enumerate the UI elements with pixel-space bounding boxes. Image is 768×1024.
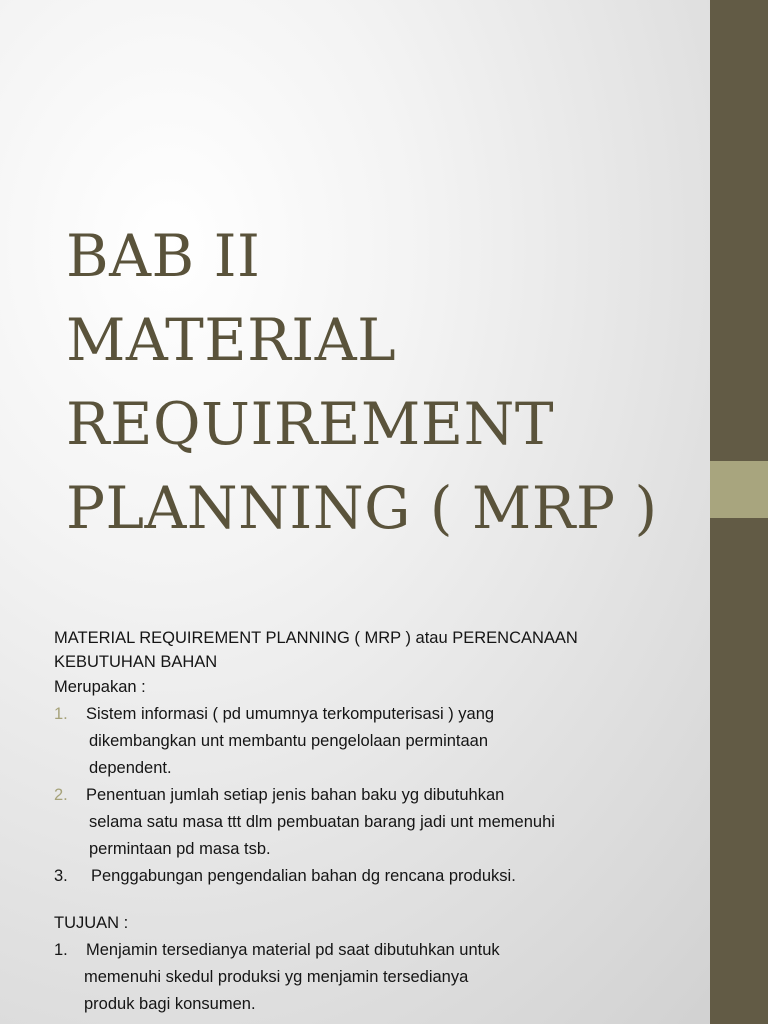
merupakan-label: Merupakan : [54, 678, 146, 696]
list-item-text: Penentuan jumlah setiap jenis bahan baku yg dibutuhkan [86, 786, 505, 804]
tujuan-item-1-continuation: memenuhi skedul produksi yg menjamin tersedianya [84, 968, 469, 986]
slide-title [66, 214, 706, 550]
list-item-text: Menjamin tersedianya material pd saat dibutuhkan untuk [86, 941, 500, 959]
title-line-3: REQUIREMENT [66, 390, 555, 458]
list-item-text: Penggabungan pengendalian bahan dg rencana produksi. [91, 867, 516, 885]
right-sidebar-accent [710, 461, 768, 518]
title-line-2: MATERIAL [66, 306, 397, 374]
tujuan-heading: TUJUAN : [54, 914, 129, 932]
list-number: 3. [54, 867, 68, 885]
tujuan-item-1-continuation: produk bagi konsumen. [84, 995, 256, 1013]
list-number: 1. [54, 941, 68, 959]
spacer [54, 890, 694, 910]
tujuan-item-1 [54, 937, 694, 964]
list-item-text: Sistem informasi ( pd umumnya terkomputerisasi ) yang [86, 705, 495, 723]
list-item-2 [54, 782, 694, 809]
list-item-1-continuation: dikembangkan unt membantu pengelolaan permintaan [89, 732, 489, 750]
list-item-3 [54, 863, 694, 890]
title-line-4: PLANNING ( MRP ) [66, 474, 658, 542]
intro-line-1: MATERIAL REQUIREMENT PLANNING ( MRP ) atau PERENCANAAN [54, 629, 578, 647]
list-item-1-continuation: dependent. [89, 759, 172, 777]
list-number: 2. [54, 786, 68, 804]
intro-line-2: KEBUTUHAN BAHAN [54, 653, 218, 671]
list-item-2-continuation: permintaan pd masa tsb. [89, 840, 271, 858]
slide-body [54, 626, 694, 1018]
list-number: 1. [54, 705, 68, 723]
title-line-1: BAB II [66, 222, 261, 290]
list-item-1 [54, 701, 694, 728]
list-item-2-continuation: selama satu masa ttt dlm pembuatan barang jadi unt memenuhi [89, 813, 555, 831]
